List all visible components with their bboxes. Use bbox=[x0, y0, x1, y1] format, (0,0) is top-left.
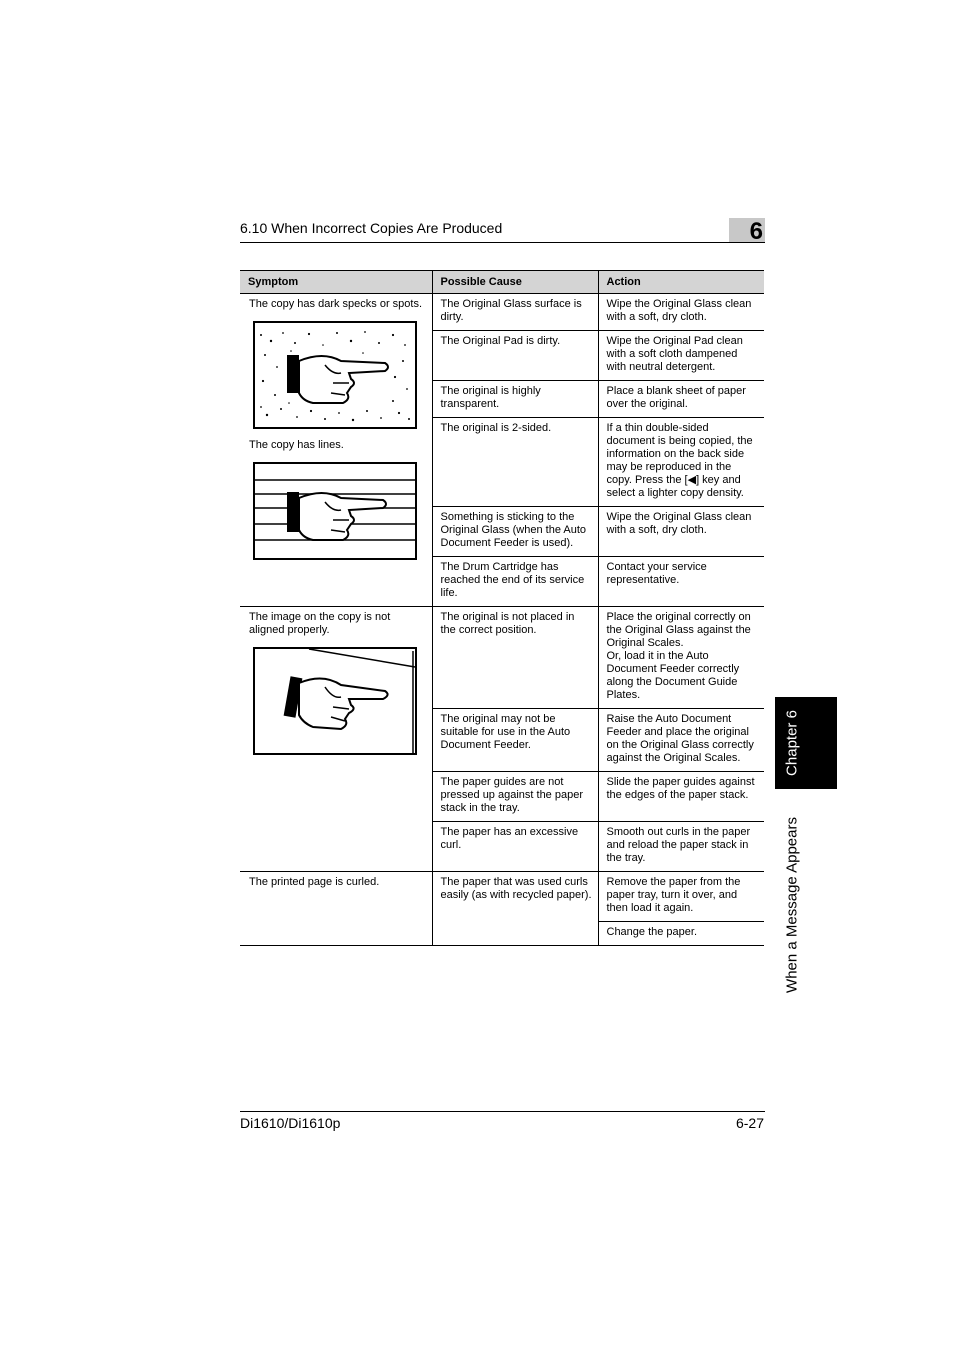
action-cell: Wipe the Original Glass clean with a soft, dry cloth. bbox=[598, 294, 764, 331]
cause-cell: The Drum Cartridge has reached the end of its service life. bbox=[432, 557, 598, 607]
troubleshooting-table bbox=[240, 270, 764, 946]
symptom-text: The copy has dark specks or spots. bbox=[249, 298, 423, 310]
action-cell: Place a blank sheet of paper over the original. bbox=[598, 381, 764, 418]
symptom-cell bbox=[240, 607, 432, 872]
footer-page-number: 6-27 bbox=[735, 1115, 764, 1131]
action-cell: If a thin double-sided document is being copied, the information on the back side may be reproduced in the copy. Press the [◀] key and select a lighter copy density. bbox=[598, 418, 764, 507]
action-cell: Change the paper. bbox=[598, 922, 764, 946]
header-rule bbox=[240, 242, 765, 243]
action-cell: Raise the Auto Document Feeder and place the original on the Original Glass correctly against the Original Scales. bbox=[598, 709, 764, 772]
misaligned-image-illustration bbox=[253, 647, 417, 757]
footer-model-name: Di1610/Di1610p bbox=[240, 1115, 341, 1131]
action-cell: Wipe the Original Glass clean with a soft, dry cloth. bbox=[598, 507, 764, 557]
action-cell: Place the original correctly on the Original Glass against the Original Scales. Or, load it in the Auto Document Feeder correctly along the Document Guide Plates. bbox=[598, 607, 764, 709]
table-row bbox=[240, 607, 764, 709]
table-header-row bbox=[240, 271, 764, 294]
cause-cell: The original is not placed in the correct position. bbox=[432, 607, 598, 709]
footer-rule bbox=[240, 1111, 765, 1112]
side-tab-section-label: When a Message Appears bbox=[783, 817, 801, 993]
cause-cell: The paper guides are not pressed up against the paper stack in the tray. bbox=[432, 772, 598, 822]
page-header-title: 6.10 When Incorrect Copies Are Produced bbox=[240, 220, 503, 236]
cause-cell: The paper has an excessive curl. bbox=[432, 822, 598, 872]
action-cell: Remove the paper from the paper tray, turn it over, and then load it again. bbox=[598, 872, 764, 922]
cause-cell: The paper that was used curls easily (as with recycled paper). bbox=[432, 872, 598, 946]
dark-specks-illustration bbox=[253, 321, 417, 431]
chapter-number-box bbox=[729, 218, 765, 245]
action-cell: Wipe the Original Pad clean with a soft cloth dampened with neutral detergent. bbox=[598, 331, 764, 381]
chapter-number: 6 bbox=[749, 218, 763, 245]
table-row bbox=[240, 872, 764, 922]
table-row bbox=[240, 294, 764, 331]
action-cell: Contact your service representative. bbox=[598, 557, 764, 607]
action-cell: Slide the paper guides against the edges of the paper stack. bbox=[598, 772, 764, 822]
symptom-text: The copy has lines. bbox=[249, 439, 344, 451]
side-tab-chapter-label: Chapter 6 bbox=[783, 710, 801, 776]
cause-cell: Something is sticking to the Original Glass (when the Auto Document Feeder is used). bbox=[432, 507, 598, 557]
action-cell: Smooth out curls in the paper and reload the paper stack in the tray. bbox=[598, 822, 764, 872]
symptom-text: The image on the copy is not aligned properly. bbox=[249, 611, 391, 636]
cause-cell: The original is highly transparent. bbox=[432, 381, 598, 418]
column-header-action: Action bbox=[598, 271, 764, 294]
cause-cell: The original may not be suitable for use in the Auto Document Feeder. bbox=[432, 709, 598, 772]
symptom-cell bbox=[240, 294, 432, 607]
cause-cell: The original is 2-sided. bbox=[432, 418, 598, 507]
cause-cell: The Original Glass surface is dirty. bbox=[432, 294, 598, 331]
cause-cell: The Original Pad is dirty. bbox=[432, 331, 598, 381]
column-header-cause: Possible Cause bbox=[432, 271, 598, 294]
symptom-text: The printed page is curled. bbox=[249, 876, 380, 888]
copy-lines-illustration bbox=[253, 462, 417, 562]
column-header-symptom: Symptom bbox=[240, 271, 432, 294]
symptom-cell bbox=[240, 872, 432, 946]
